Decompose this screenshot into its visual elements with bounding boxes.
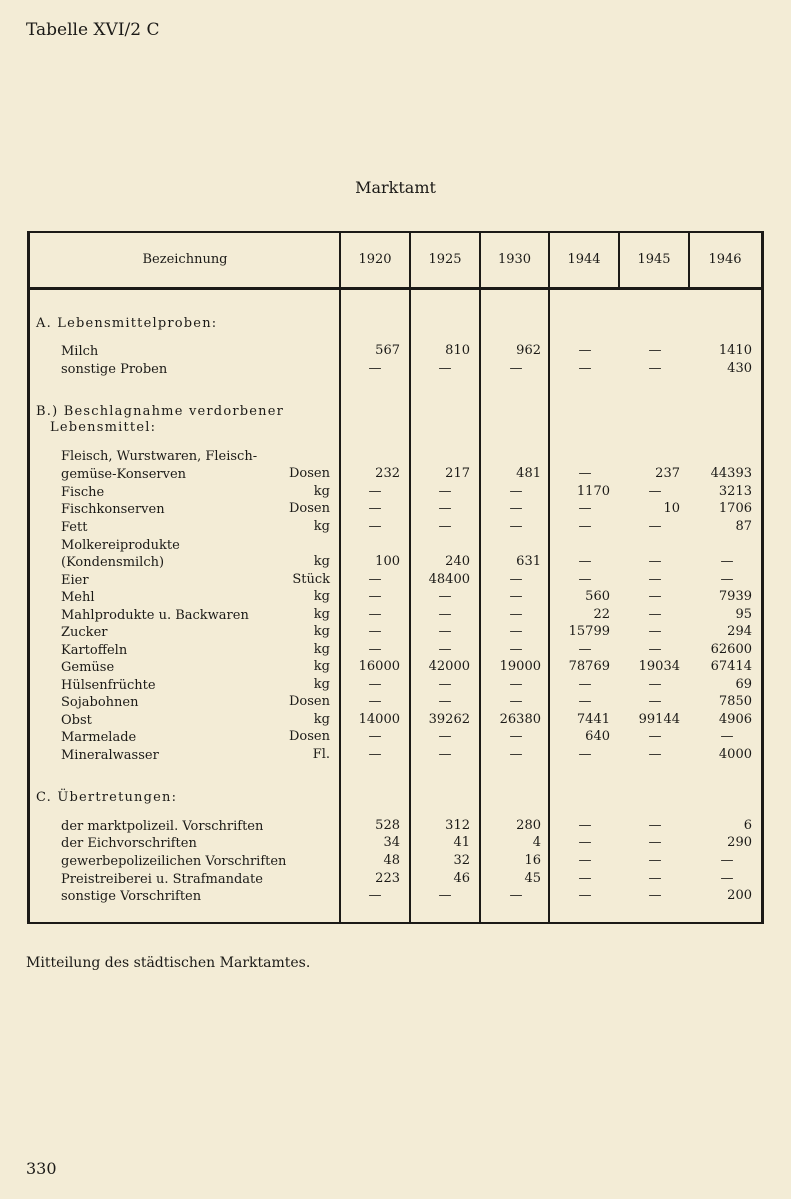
table-cell: 290 <box>727 835 752 850</box>
table-cell: 7850 <box>718 694 752 709</box>
table-cell: — <box>509 501 523 516</box>
table-cell: 7939 <box>718 589 752 604</box>
table-cell: — <box>368 888 382 903</box>
table-cell: — <box>578 642 592 657</box>
table-cell: — <box>578 677 592 692</box>
table-cell: 481 <box>516 466 541 481</box>
table-cell: — <box>509 729 523 744</box>
table-cell: 69 <box>735 677 752 692</box>
header-rule <box>30 287 761 290</box>
table-cell: 240 <box>445 554 470 569</box>
header-year: 1944 <box>567 252 601 267</box>
table-cell: 67414 <box>710 659 752 674</box>
table-cell: 26380 <box>499 712 541 727</box>
row-label: Molkereiprodukte <box>61 538 180 553</box>
row-label: Kartoffeln <box>61 643 128 658</box>
table-cell: 631 <box>516 554 541 569</box>
table-cell: — <box>438 747 452 762</box>
table-cell: — <box>720 572 734 587</box>
row-label: Preistreiberei u. Strafmandate <box>61 872 263 887</box>
row-label: Fische <box>61 485 105 500</box>
table-cell: — <box>368 361 382 376</box>
row-unit: kg <box>313 712 330 727</box>
table-cell: 237 <box>655 466 680 481</box>
table-cell: — <box>648 818 662 833</box>
table-cell: 46 <box>453 871 470 886</box>
table-cell: — <box>368 589 382 604</box>
section-heading: C. Übertretungen: <box>36 790 178 805</box>
row-unit: kg <box>313 677 330 692</box>
table-cell: 44393 <box>710 466 752 481</box>
table-cell: 99144 <box>638 712 680 727</box>
table-cell: — <box>578 835 592 850</box>
table-cell: — <box>578 888 592 903</box>
column-divider <box>548 233 550 922</box>
table-cell: — <box>578 572 592 587</box>
table-cell: 48400 <box>428 572 470 587</box>
table-cell: — <box>438 642 452 657</box>
table-cell: — <box>648 694 662 709</box>
table-cell: — <box>509 694 523 709</box>
header-year: 1925 <box>428 252 462 267</box>
row-unit: Dosen <box>289 694 330 709</box>
table-cell: 232 <box>375 466 400 481</box>
table-cell: 810 <box>445 343 470 358</box>
row-label: Fischkonserven <box>61 502 165 517</box>
row-label: Milch <box>61 344 99 359</box>
table-cell: 10 <box>663 501 680 516</box>
table-cell: — <box>648 589 662 604</box>
row-label: Fett <box>61 520 88 535</box>
table-cell: — <box>438 607 452 622</box>
section-heading: Lebensmittel: <box>50 420 157 435</box>
table-cell: — <box>648 888 662 903</box>
table-cell: 560 <box>585 589 610 604</box>
page-number: 330 <box>26 1159 57 1178</box>
table-cell: 430 <box>727 361 752 376</box>
table-cell: — <box>648 484 662 499</box>
table-cell: — <box>438 677 452 692</box>
row-unit: kg <box>313 607 330 622</box>
table-cell: — <box>578 747 592 762</box>
table-cell: — <box>648 729 662 744</box>
table-cell: — <box>509 677 523 692</box>
header-bezeichnung: Bezeichnung <box>142 252 228 267</box>
row-label: der marktpolizeil. Vorschriften <box>61 819 264 834</box>
table-cell: — <box>578 818 592 833</box>
table-cell: — <box>368 484 382 499</box>
footnote: Mitteilung des städtischen Marktamtes. <box>26 955 311 971</box>
table-cell: 1706 <box>718 501 752 516</box>
row-label: sonstige Vorschriften <box>61 889 202 904</box>
table-cell: 223 <box>375 871 400 886</box>
table-cell: 567 <box>375 343 400 358</box>
row-label: der Eichvorschriften <box>61 836 197 851</box>
table-cell: — <box>578 519 592 534</box>
table-cell: — <box>648 835 662 850</box>
table-cell: — <box>438 888 452 903</box>
table-cell: — <box>578 466 592 481</box>
table-cell: — <box>438 501 452 516</box>
table-cell: — <box>509 519 523 534</box>
table-cell: 200 <box>727 888 752 903</box>
header-year: 1946 <box>708 252 742 267</box>
row-label: Hülsenfrüchte <box>61 678 156 693</box>
table-cell: — <box>368 642 382 657</box>
table-cell: — <box>368 501 382 516</box>
row-unit: Dosen <box>289 729 330 744</box>
table-cell: — <box>648 871 662 886</box>
table-cell: 19000 <box>499 659 541 674</box>
table-cell: — <box>509 589 523 604</box>
table-cell: — <box>648 853 662 868</box>
table-cell: 95 <box>735 607 752 622</box>
table-cell: 280 <box>516 818 541 833</box>
table-cell: — <box>648 624 662 639</box>
row-unit: Fl. <box>312 747 330 762</box>
table-cell: 7441 <box>576 712 610 727</box>
table-cell: — <box>509 624 523 639</box>
table-cell: 48 <box>383 853 400 868</box>
page-title: Marktamt <box>355 178 436 197</box>
table-cell: — <box>578 871 592 886</box>
row-unit: kg <box>313 589 330 604</box>
table-cell: 294 <box>727 624 752 639</box>
table-cell: — <box>368 677 382 692</box>
table-cell: 217 <box>445 466 470 481</box>
table-cell: — <box>648 642 662 657</box>
table-cell: — <box>368 607 382 622</box>
table-cell: 45 <box>524 871 541 886</box>
row-label: Mahlprodukte u. Backwaren <box>61 608 249 623</box>
section-heading: A. Lebensmittelproben: <box>36 316 218 331</box>
table-cell: 42000 <box>428 659 470 674</box>
row-label: (Kondensmilch) <box>61 555 165 570</box>
row-label: Eier <box>61 573 89 588</box>
table-cell: 32 <box>453 853 470 868</box>
table-cell: — <box>578 554 592 569</box>
table-cell: — <box>648 554 662 569</box>
table-cell: — <box>368 729 382 744</box>
table-cell: — <box>509 747 523 762</box>
row-unit: kg <box>313 554 330 569</box>
table-cell: 16000 <box>358 659 400 674</box>
table-cell: — <box>578 694 592 709</box>
table-cell: — <box>648 747 662 762</box>
table-cell: — <box>578 501 592 516</box>
table-cell: — <box>368 694 382 709</box>
table-cell: — <box>438 624 452 639</box>
table-cell: 1170 <box>576 484 610 499</box>
row-label: gewerbepolizeilichen Vorschriften <box>61 854 287 869</box>
table-cell: — <box>578 853 592 868</box>
row-label: Sojabohnen <box>61 695 139 710</box>
table-cell: — <box>438 729 452 744</box>
table-cell: 4 <box>532 835 541 850</box>
table-cell: — <box>509 572 523 587</box>
row-label: Mehl <box>61 590 95 605</box>
row-unit: kg <box>313 624 330 639</box>
row-unit: Dosen <box>289 501 330 516</box>
row-unit: kg <box>313 642 330 657</box>
table-cell: — <box>648 361 662 376</box>
row-unit: Dosen <box>289 466 330 481</box>
row-label: gemüse-Konserven <box>61 467 187 482</box>
table-cell: — <box>438 519 452 534</box>
table-cell: 4906 <box>718 712 752 727</box>
table-cell: — <box>720 729 734 744</box>
row-label: Obst <box>61 713 92 728</box>
table-cell: — <box>578 343 592 358</box>
table-cell: 87 <box>735 519 752 534</box>
row-unit: kg <box>313 659 330 674</box>
row-label: Gemüse <box>61 660 115 675</box>
table-cell: — <box>368 624 382 639</box>
table-cell: 1410 <box>718 343 752 358</box>
table-cell: 39262 <box>428 712 470 727</box>
table-cell: — <box>438 484 452 499</box>
row-unit: Stück <box>292 572 330 587</box>
table-cell: 312 <box>445 818 470 833</box>
table-cell: 19034 <box>638 659 680 674</box>
table-cell: — <box>720 853 734 868</box>
table-cell: 6 <box>743 818 752 833</box>
table-cell: — <box>438 361 452 376</box>
table-cell: — <box>509 888 523 903</box>
table-cell: — <box>648 677 662 692</box>
table-cell: — <box>509 361 523 376</box>
table-cell: — <box>720 871 734 886</box>
row-label: Zucker <box>61 625 108 640</box>
table-cell: 15799 <box>568 624 610 639</box>
table-cell: 34 <box>383 835 400 850</box>
table-cell: — <box>648 607 662 622</box>
header-year: 1920 <box>358 252 392 267</box>
row-label: Fleisch, Wurstwaren, Fleisch- <box>61 449 258 464</box>
table-cell: 41 <box>453 835 470 850</box>
row-unit: kg <box>313 484 330 499</box>
row-label: Mineralwasser <box>61 748 159 763</box>
table-cell: 62600 <box>710 642 752 657</box>
table-cell: — <box>368 519 382 534</box>
table-cell: — <box>648 343 662 358</box>
table-cell: 22 <box>593 607 610 622</box>
table-cell: 640 <box>585 729 610 744</box>
table-cell: — <box>509 642 523 657</box>
table-cell: — <box>368 572 382 587</box>
header-year: 1930 <box>497 252 532 267</box>
section-heading: B.) Beschlagnahme verdorbener <box>36 404 285 419</box>
table-cell: — <box>720 554 734 569</box>
table-cell: 14000 <box>358 712 400 727</box>
row-unit: kg <box>313 519 330 534</box>
table-cell: 528 <box>375 818 400 833</box>
table-cell: — <box>509 607 523 622</box>
table-cell: — <box>438 694 452 709</box>
table-cell: 3213 <box>718 484 752 499</box>
table-cell: — <box>648 519 662 534</box>
row-label: Marmelade <box>61 730 137 745</box>
table-cell: — <box>578 361 592 376</box>
table-cell: 962 <box>516 343 541 358</box>
table-cell: — <box>648 572 662 587</box>
table-cell: — <box>368 747 382 762</box>
header-year: 1945 <box>637 252 671 267</box>
table-cell: 4000 <box>718 747 752 762</box>
row-label: sonstige Proben <box>61 362 168 377</box>
table-cell: 100 <box>375 554 400 569</box>
table-cell: 78769 <box>568 659 610 674</box>
table-cell: — <box>509 484 523 499</box>
table-cell: 16 <box>524 853 541 868</box>
table-cell: — <box>438 589 452 604</box>
table-label: Tabelle XVI/2 C <box>26 20 160 40</box>
